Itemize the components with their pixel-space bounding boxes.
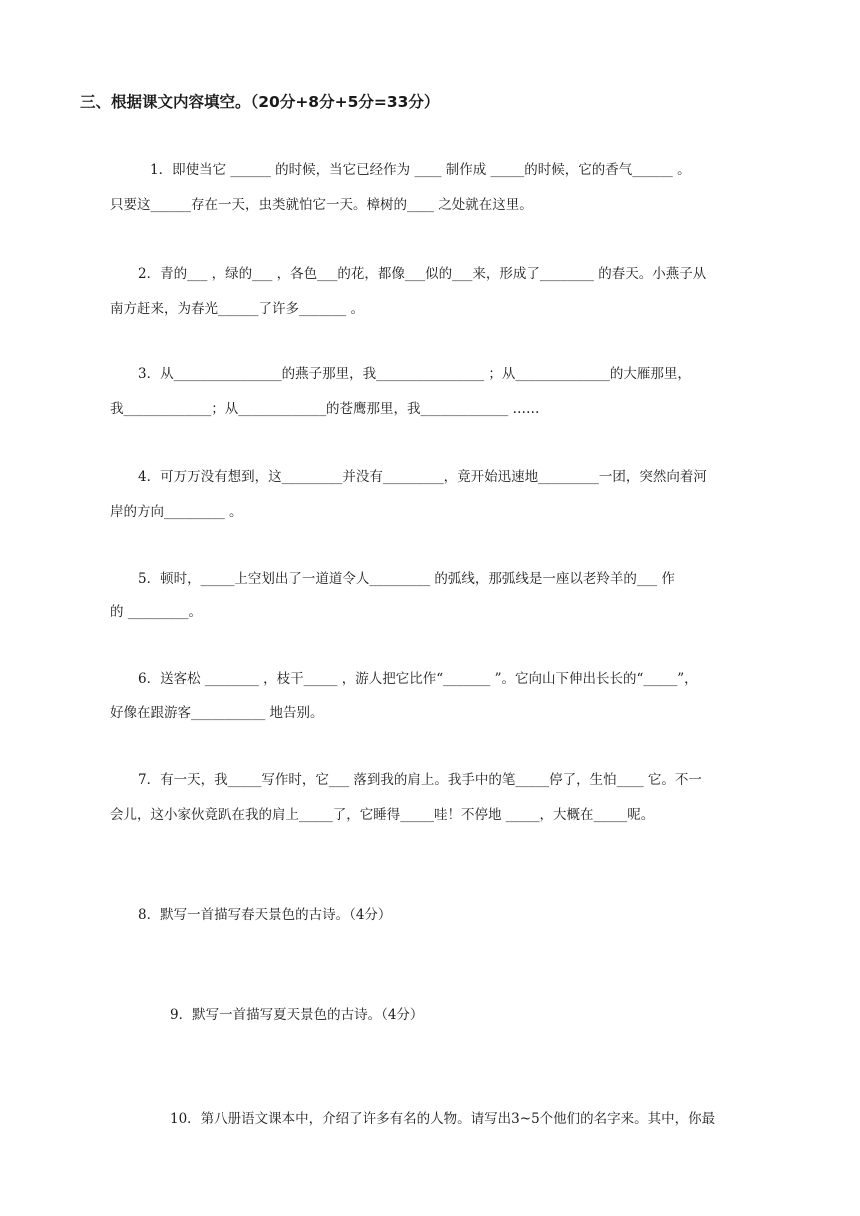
question-5-line-2: 的 _________。 [110, 604, 203, 620]
question-7-line-1: 7．有一天，我_____写作时，它___ 落到我的肩上。我手中的笔_____停了，生怕____ 它。不一 [138, 772, 702, 788]
question-4-line-1: 4．可万万没有想到，这_________并没有_________，竟开始迅速地_________一团，突然向着河 [138, 469, 707, 485]
question-7-line-2: 会儿，这小家伙竟趴在我的肩上_____了，它睡得_____哇！不停地 _____，大概在_____呢。 [110, 807, 655, 823]
question-3-line-1: 3．从________________的燕子那里，我________________ ；从______________的大雁那里， [138, 366, 691, 382]
question-2-line-2: 南方赶来，为春光______了许多_______ 。 [110, 301, 365, 317]
question-4-line-2: 岸的方向_________ 。 [110, 504, 243, 520]
question-1-line-2: 只要这______存在一天，虫类就怕它一天。樟树的____ 之处就在这里。 [110, 197, 533, 213]
question-3-line-2: 我_____________；从_____________的苍鹰那里，我_____________ …… [110, 401, 540, 417]
question-2-line-1: 2．青的___ ，绿的___ ，各色___的花，都像___似的___来，形成了________ 的春天。小燕子从 [138, 266, 707, 282]
question-1-line-1: 1．即使当它 ______ 的时候，当它已经作为 ____ 制作成 _____的时候，它的香气______ 。 [150, 162, 691, 178]
section-heading: 三、根据课文内容填空。（20分+8分+5分=33分） [80, 93, 440, 111]
question-6-line-1: 6．送客松 ________ ，枝干_____ ，游人把它比作“_______ ”。它向山下伸出长长的“_____”， [138, 671, 698, 687]
question-6-line-2: 好像在跟游客___________ 地告别。 [110, 705, 324, 721]
question-5-line-1: 5．顿时，_____上空划出了一道道令人_________ 的弧线，那弧线是一座以老羚羊的___ 作 [138, 571, 675, 587]
question-8: 8．默写一首描写春天景色的古诗。（4分） [138, 907, 392, 923]
question-10: 10．第八册语文课本中，介绍了许多有名的人物。请写出3~5个他们的名字来。其中，你最 [170, 1111, 716, 1127]
question-9: 9．默写一首描写夏天景色的古诗。（4分） [170, 1007, 424, 1023]
